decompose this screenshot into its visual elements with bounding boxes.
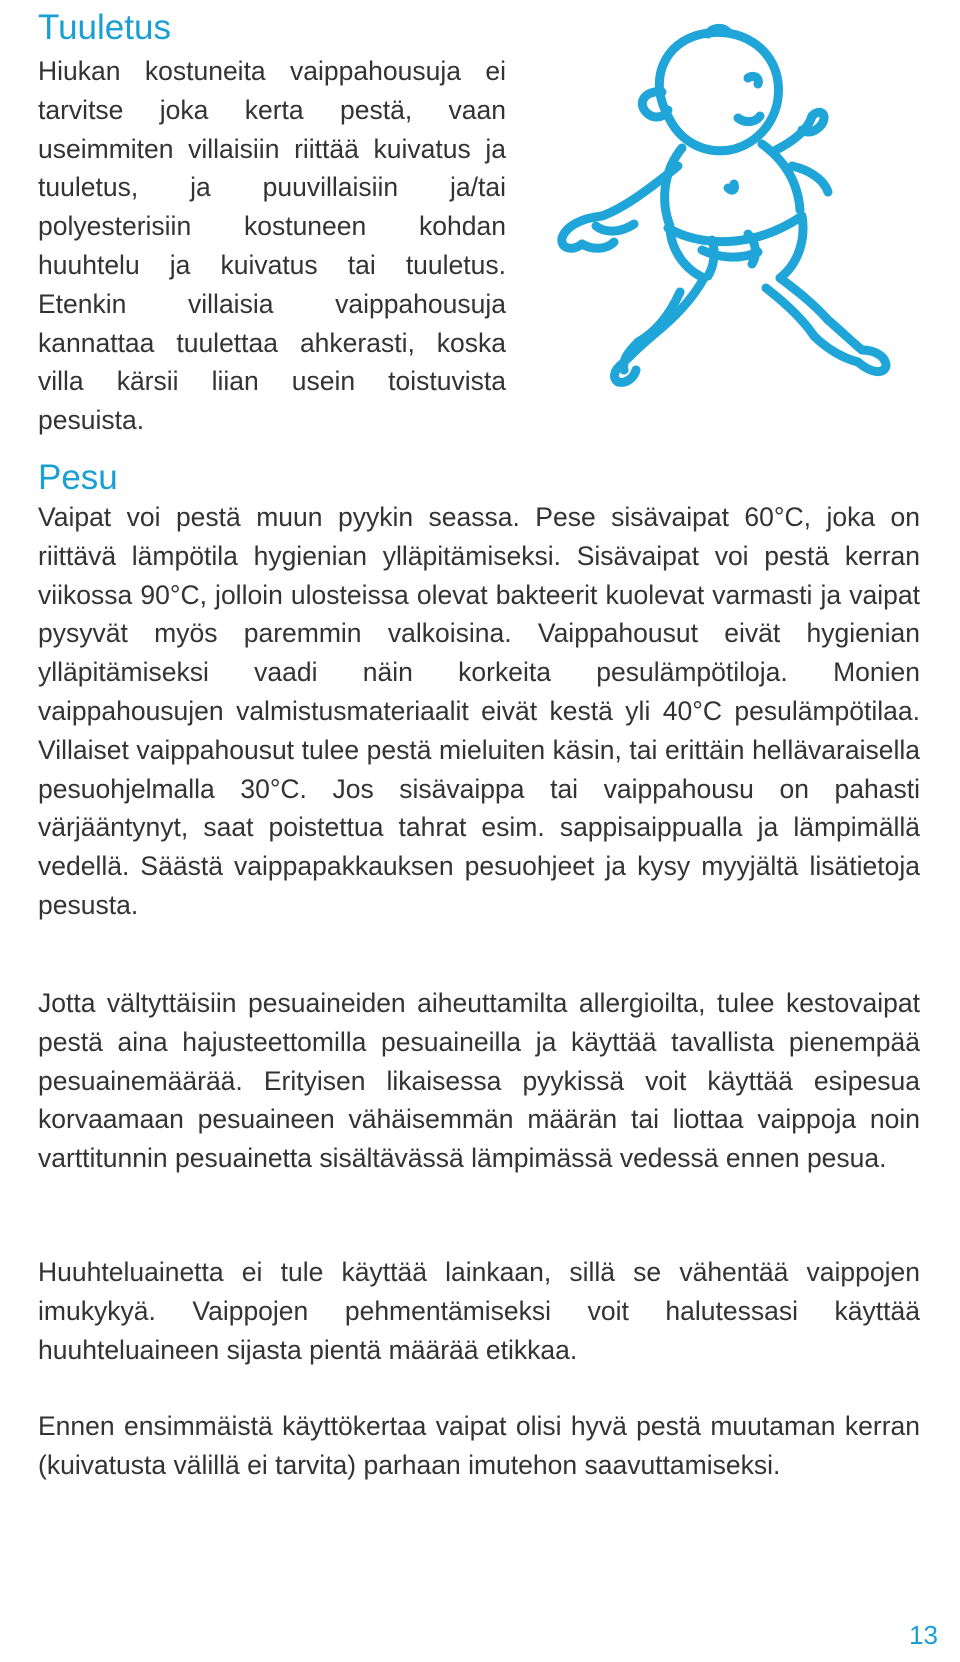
paragraph-pesu-2: Jotta vältyttäisiin pesuaineiden aiheuttamilta allergioilta, tulee kestovaipat pestä aina hajusteettomilla pesuaineilla ja käyttää tavallista pienempää pesuainemäärää. Erityisen likaisessa pyykissä voit käyttää esipesua korvaamaan pesuaineen vähäisemmän määrän tai liottaa vaippoja noin varttitunnin pesuainetta sisältävässä lämpimässä vedessä ennen pesua. — [38, 988, 920, 1174]
paragraph-pesu-1: Vaipat voi pestä muun pyykin seassa. Pese sisävaipat 60°C, joka on riittävä lämpötila hygienian ylläpitämiseksi. Sisävaipat voi pestä kerran viikossa 90°C, jolloin ulosteissa olevat bakteerit kuolevat varmasti ja vaipat pysyvät myös paremmin valkoisina. Vaippahousut eivät hygienian ylläpitämiseksi vaadi näin korkeita pesulämpötiloja. Monien vaippahousujen valmistusmateriaalit eivät kestä yli 40°C pesulämpötilaa. Villaiset vaippahousut tulee pestä mieluiten käsin, tai erittäin hellävaraisella pesuohjelmalla 30°C. Jos sisävaippa tai vaippahousu on pahasti värjääntynyt, saat poistettua tahrat esim. sappisaippualla ja lämpimällä vedellä. Säästä vaippapakkauksen pesuohjeet ja kysy myyjältä lisätietoja pesusta. — [38, 502, 920, 920]
baby-sketch-icon — [552, 20, 904, 390]
paragraph-pesu-3: Huuhteluainetta ei tule käyttää lainkaan, sillä se vähentää vaippojen imukykyä. Vaippojen pehmentämiseksi voit halutessasi käyttää huuhteluaineen sijasta pientä määrää etikkaa. — [38, 1257, 920, 1365]
paragraph-tuuletus: Hiukan kostuneita vaippahousuja ei tarvitse joka kerta pestä, vaan useimmiten villaisiin riittää kuivatus ja tuuletus, ja puuvillaisiin ja/tai polyesterisiin kostuneen kohdan huuhtelu ja kuivatus tai tuuletus. Etenkin villaisia vaippahousuja kannattaa tuulettaa ahkerasti, koska villa kärsii liian usein toistuvista pesuista. — [38, 56, 506, 436]
paragraph-pesu-4: Ennen ensimmäistä käyttökertaa vaipat olisi hyvä pestä muutaman kerran (kuivatusta välillä ei tarvita) parhaan imutehon saavuttamiseksi. — [38, 1411, 920, 1480]
page-number: 13 — [909, 1620, 938, 1650]
heading-tuuletus: Tuuletus — [38, 8, 171, 47]
heading-pesu: Pesu — [38, 458, 118, 497]
